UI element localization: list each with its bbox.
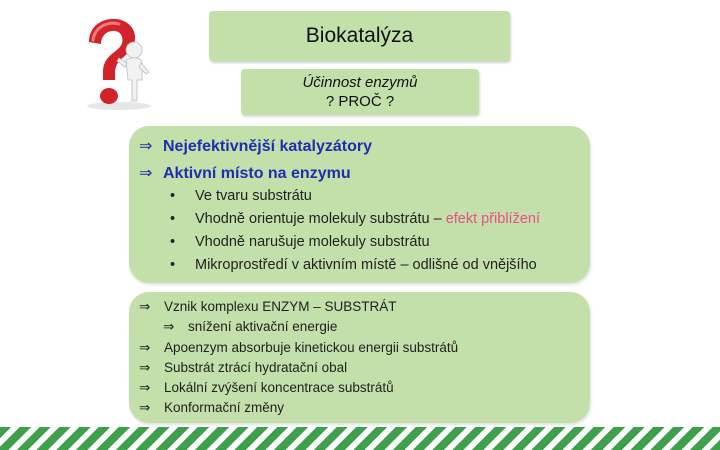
bullet-item: • Vhodně narušuje molekuly substrátu	[170, 234, 430, 250]
bullet-item: • Ve tvaru substrátu	[170, 188, 312, 204]
implies-arrow-icon: ⇒	[139, 165, 153, 182]
implies-arrow-icon: ⇒	[139, 340, 151, 355]
list-item: ⇒ Apoenzym absorbuje kinetickou energii substrátů	[139, 340, 459, 355]
implies-arrow-icon: ⇒	[163, 319, 175, 334]
bullet-icon: •	[170, 211, 176, 227]
highlight-text: efekt přiblížení	[445, 211, 540, 227]
heading-nejefektivnejsi: ⇒ Nejefektivnější katalyzátory	[139, 138, 372, 155]
slide-title: Biokatalýza	[209, 11, 510, 61]
bullet-icon: •	[170, 257, 176, 273]
list-item: ⇒ Substrát ztrácí hydratační obal	[139, 360, 348, 375]
subtitle-line-2: ? PROČ ?	[325, 93, 395, 110]
bullet-item: • Mikroprostředí v aktivním místě – odlišné od vnějšího	[170, 257, 537, 273]
catalysis-panel	[129, 126, 590, 283]
mechanism-panel	[129, 292, 590, 423]
question-mark-figure-icon	[79, 14, 159, 111]
bullet-item: • Vhodně orientuje molekuly substrátu – efekt přiblížení	[170, 211, 540, 227]
list-item: ⇒ Vznik komplexu ENZYM – SUBSTRÁT	[139, 299, 397, 314]
implies-arrow-icon: ⇒	[139, 400, 151, 415]
slide-subtitle	[241, 69, 479, 115]
implies-arrow-icon: ⇒	[139, 138, 153, 155]
decorative-stripe-border	[0, 427, 720, 450]
implies-arrow-icon: ⇒	[139, 360, 151, 375]
implies-arrow-icon: ⇒	[139, 380, 151, 395]
bullet-icon: •	[170, 188, 176, 204]
list-item: ⇒ Lokální zvýšení koncentrace substrátů	[139, 380, 394, 395]
bullet-icon: •	[170, 234, 176, 250]
subtitle-line-1: Účinnost enzymů	[302, 74, 418, 91]
sub-list-item: ⇒ snížení aktivační energie	[163, 319, 338, 334]
heading-aktivni-misto: ⇒ Aktivní místo na enzymu	[139, 165, 351, 182]
list-item: ⇒ Konformační změny	[139, 400, 285, 415]
implies-arrow-icon: ⇒	[139, 299, 151, 314]
